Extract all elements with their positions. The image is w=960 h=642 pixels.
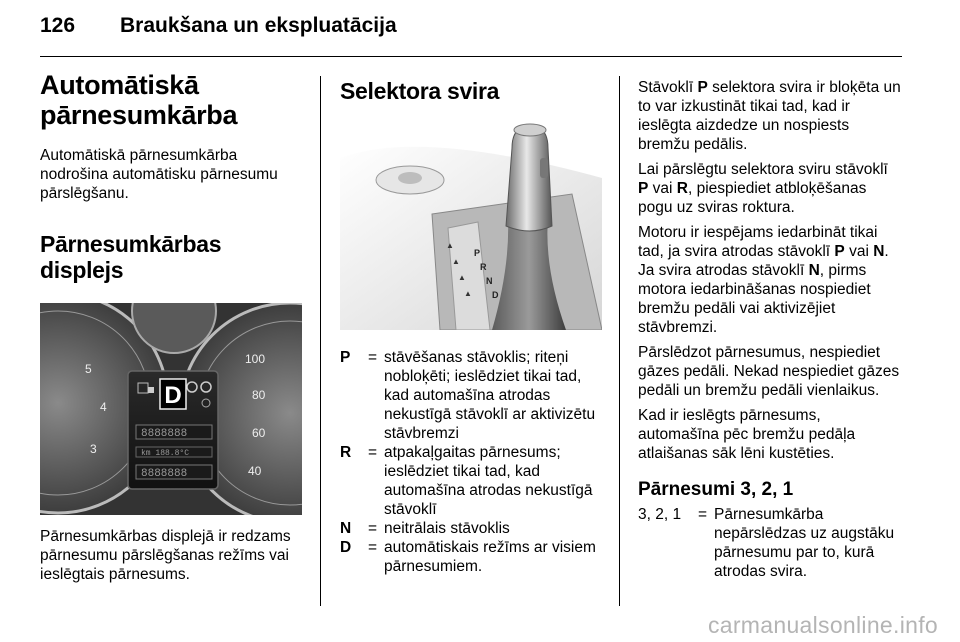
running-title: Braukšana un ekspluatācija bbox=[120, 14, 397, 37]
section-heading-display: Pārnesumkārbas displejs bbox=[40, 231, 222, 283]
svg-text:80: 80 bbox=[252, 388, 266, 402]
paragraph-unlock: Lai pārslēgtu selektora sviru stāvoklī P vai R, piespiediet atbloķēšanas pogu uz sviras roktura. bbox=[638, 161, 888, 216]
svg-text:km 188.8°C: km 188.8°C bbox=[141, 449, 190, 458]
definition-row: N = neitrālais stāvoklis bbox=[340, 520, 510, 537]
gears-definition bbox=[638, 505, 902, 581]
section-heading-selector: Selektora svira bbox=[340, 78, 500, 104]
svg-text:▲: ▲ bbox=[446, 241, 454, 250]
column-divider-1 bbox=[320, 76, 321, 606]
svg-text:60: 60 bbox=[252, 426, 266, 440]
svg-text:5: 5 bbox=[85, 362, 92, 376]
gate-label-d: D bbox=[492, 290, 499, 300]
gear-definitions bbox=[340, 348, 602, 576]
main-heading: Automātiskā pārnesumkārba bbox=[40, 70, 238, 130]
gate-label-n: N bbox=[486, 276, 493, 286]
svg-text:8888888: 8888888 bbox=[141, 468, 188, 480]
definition-row: 3, 2, 1 = Pārnesumkārba nepārslēdzas uz augstāku pārnesumu par to, kurā atrodas svira. bbox=[638, 506, 895, 580]
svg-text:▲: ▲ bbox=[452, 257, 460, 266]
svg-text:▲: ▲ bbox=[458, 273, 466, 282]
definition-row: D = automātiskais režīms ar visiem pārnesumiem. bbox=[340, 539, 596, 575]
paragraph-creep: Kad ir ieslēgts pārnesums, automašīna pēc bremžu pedāļa atlaišanas sāk lēni kustēties. bbox=[638, 407, 856, 462]
definition-row: R = atpakaļgaitas pārnesums; ieslēdziet tikai tad, kad automašīna atrodas nekustīgā stāvoklī bbox=[340, 444, 593, 518]
instrument-cluster-image bbox=[40, 303, 302, 515]
paragraph-shifting: Pārslēdzot pārnesumus, nespiediet gāzes pedāli. Nekad nespiediet gāzes pedāli un bremžu pedāli vienlaikus. bbox=[638, 344, 900, 399]
header-rule bbox=[40, 56, 902, 57]
paragraph-park-lock: Stāvoklī P selektora svira ir bloķēta un to var izkustināt tikai tad, kad ir ieslēgta aizdedze un nospiests bremžu pedālis. bbox=[638, 79, 901, 153]
selector-lever-illustration bbox=[340, 118, 602, 330]
svg-text:▲: ▲ bbox=[464, 289, 472, 298]
column-3 bbox=[638, 78, 902, 581]
watermark: carmanualsonline.info bbox=[707, 612, 938, 638]
svg-text:40: 40 bbox=[248, 464, 262, 478]
page-number: 126 bbox=[40, 14, 76, 37]
definition-row: P = stāvēšanas stāvoklis; riteņi nobloķēti; ieslēdziet tikai tad, kad automašīna atrodas nekustīgā stāvoklī ar aktivizētu stāvbremzi bbox=[340, 349, 596, 442]
column-divider-2 bbox=[619, 76, 620, 606]
column-1 bbox=[40, 70, 302, 584]
instrument-cluster-illustration bbox=[40, 303, 302, 515]
svg-text:100: 100 bbox=[245, 352, 266, 366]
gate-label-p: P bbox=[474, 248, 481, 258]
svg-text:3: 3 bbox=[90, 442, 97, 456]
paragraph-engine-start: Motoru ir iespējams iedarbināt tikai tad, ja svira atrodas stāvoklī P vai N. Ja svira atrodas stāvoklī N, pirms motora iedarbināšanas nospiediet bremžu pedāli vai aktivizējiet stāvbremzi. bbox=[638, 224, 889, 336]
intro-paragraph: Automātiskā pārnesumkārba nodrošina automātisku pārnesumu pārslēgšanu. bbox=[40, 147, 278, 202]
page-header bbox=[40, 14, 902, 48]
section-heading-gears: Pārnesumi 3, 2, 1 bbox=[638, 479, 794, 500]
gate-label-r: R bbox=[480, 262, 487, 272]
svg-text:4: 4 bbox=[100, 400, 107, 414]
svg-text:8888888: 8888888 bbox=[141, 428, 188, 440]
selector-lever-image bbox=[340, 118, 602, 330]
display-caption: Pārnesumkārbas displejā ir redzams pārnesumu pārslēgšanas režīms vai ieslēgtais pārnesums. bbox=[40, 528, 291, 583]
gear-indicator-digit: D bbox=[164, 382, 182, 409]
column-2 bbox=[340, 70, 602, 576]
